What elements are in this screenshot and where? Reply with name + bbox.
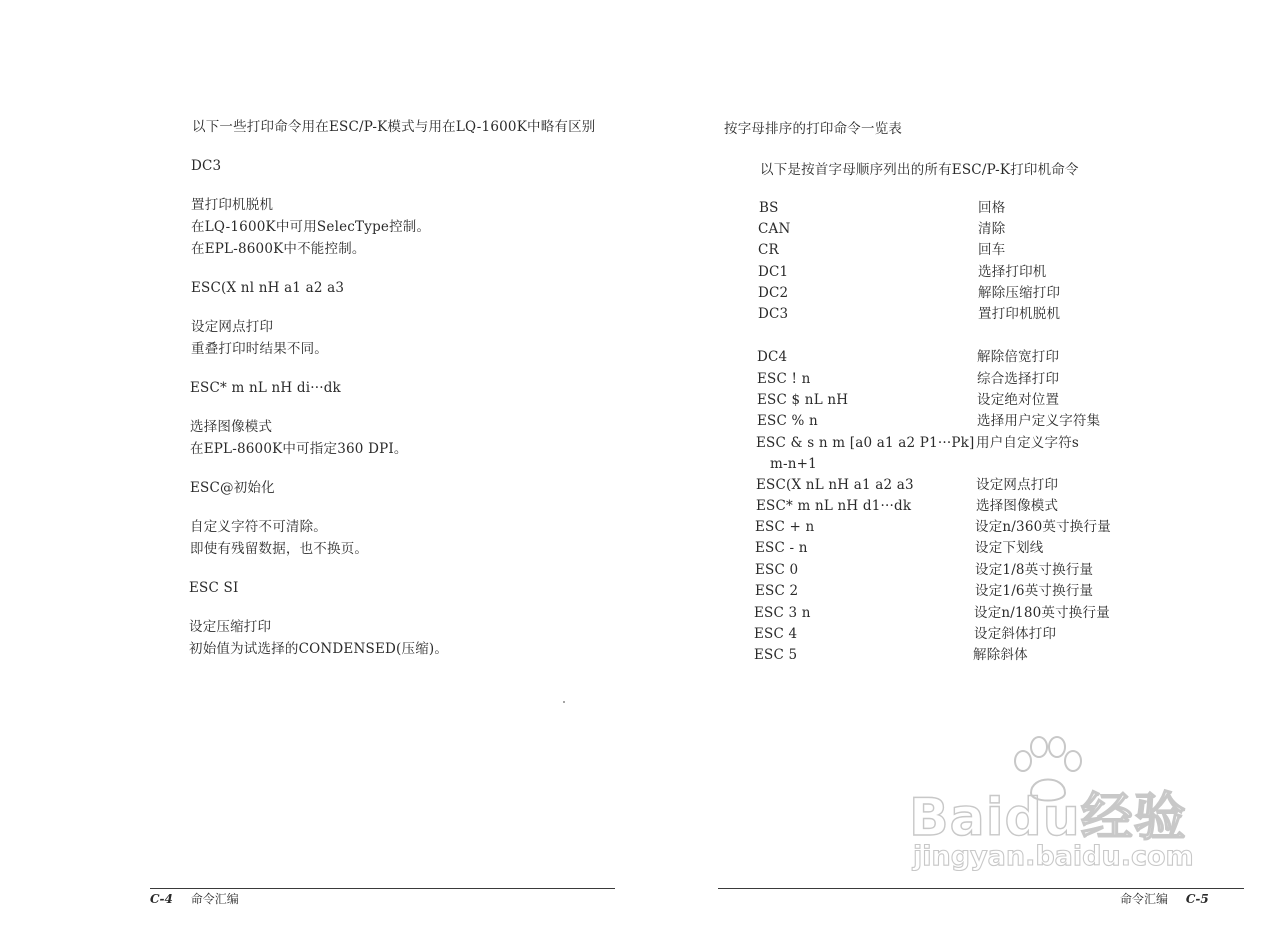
right-heading: 按字母排序的打印命令一览表	[724, 121, 903, 137]
command-code: CAN	[758, 221, 791, 237]
command-desc: 置打印机脱机	[978, 306, 1061, 322]
command-code: ESC 4	[754, 626, 798, 642]
command-code: ESC* m nL nH d1···dk	[756, 498, 912, 514]
left-item: 在EPL-8600K中不能控制。	[191, 241, 366, 257]
command-desc: 设定n/360英寸换行量	[975, 519, 1111, 535]
right-subheading: 以下是按首字母顺序列出的所有ESC/P-K打印机命令	[760, 162, 1079, 178]
command-desc: 设定1/6英寸换行量	[975, 583, 1094, 599]
command-desc: 设定绝对位置	[977, 392, 1060, 408]
left-item: 重叠打印时结果不同。	[191, 341, 328, 357]
command-code: DC1	[758, 264, 789, 280]
command-desc: 设定下划线	[975, 540, 1044, 556]
command-code: ESC(X nL nH a1 a2 a3	[756, 477, 914, 493]
command-code: ESC % n	[757, 413, 818, 429]
right-footer	[1120, 891, 1209, 907]
command-desc: 解除倍宽打印	[977, 349, 1060, 365]
command-desc: 设定斜体打印	[974, 626, 1057, 642]
command-code: CR	[758, 242, 779, 258]
command-desc: 选择图像模式	[976, 498, 1059, 514]
command-code: ESC $ nL nH	[757, 392, 849, 408]
command-code: ESC & s n m [a0 a1 a2 P1···Pk]	[756, 435, 975, 451]
left-item: 选择图像模式	[190, 419, 273, 435]
command-code: ESC ! n	[757, 371, 811, 387]
left-item: 置打印机脱机	[191, 197, 274, 213]
command-code: ESC 3 n	[754, 605, 811, 621]
left-item: ESC@初始化	[190, 480, 275, 496]
command-desc: 解除斜体	[973, 647, 1028, 663]
command-desc: 选择用户定义字符集	[977, 413, 1101, 429]
command-desc: 清除	[978, 221, 1006, 237]
command-desc: 解除压缩打印	[978, 285, 1061, 301]
command-desc: 设定网点打印	[976, 477, 1059, 493]
watermark-brand: Baidu经验	[909, 788, 1187, 848]
left-item: 设定压缩打印	[189, 619, 272, 635]
command-code: ESC 2	[755, 583, 799, 599]
command-code: ESC - n	[755, 540, 808, 556]
footer-section: 命令汇编	[1120, 892, 1169, 906]
left-footer	[150, 891, 239, 907]
left-intro-text: 以下一些打印命令用在ESC/P-K模式与用在LQ-1600K中略有区别	[192, 119, 596, 135]
command-desc: 选择打印机	[978, 264, 1047, 280]
command-code: DC3	[758, 306, 789, 322]
command-code-continuation: m-n+1	[770, 456, 817, 472]
left-item: 自定义字符不可清除。	[190, 519, 327, 535]
page-number: C-4	[150, 892, 173, 906]
command-code: BS	[759, 200, 779, 216]
left-item: ESC(X nl nH a1 a2 a3	[191, 280, 345, 296]
command-desc: 回格	[978, 200, 1006, 216]
page-number: C-5	[1185, 892, 1209, 906]
command-code: DC4	[757, 349, 788, 365]
left-item: 初始值为试选择的CONDENSED(压缩)。	[189, 641, 449, 657]
footer-section: 命令汇编	[190, 892, 239, 906]
left-item: 设定网点打印	[191, 319, 274, 335]
command-desc: 用户自定义字符s	[976, 435, 1080, 451]
left-item: 在LQ-1600K中可用SelecType控制。	[191, 219, 431, 235]
left-item: 即使有残留数据，也不换页。	[190, 541, 369, 557]
command-code: ESC + n	[755, 519, 815, 535]
command-desc: 设定n/180英寸换行量	[974, 605, 1110, 621]
footer-rule	[718, 888, 1244, 889]
left-item: ESC SI	[189, 580, 239, 596]
watermark-url: jingyan.baidu.com	[913, 841, 1194, 872]
command-desc: 综合选择打印	[977, 371, 1060, 387]
left-item: ESC* m nL nH di···dk	[190, 380, 341, 396]
command-desc: 回车	[978, 242, 1006, 258]
command-desc: 设定1/8英寸换行量	[975, 562, 1094, 578]
left-item: 在EPL-8600K中可指定360 DPI。	[190, 441, 408, 457]
command-code: ESC 5	[754, 647, 798, 663]
scan-speck	[563, 701, 565, 703]
command-code: DC2	[758, 285, 789, 301]
left-item: DC3	[191, 158, 222, 174]
footer-rule	[150, 888, 615, 889]
command-code: ESC 0	[755, 562, 799, 578]
baidu-watermark	[905, 735, 1205, 885]
